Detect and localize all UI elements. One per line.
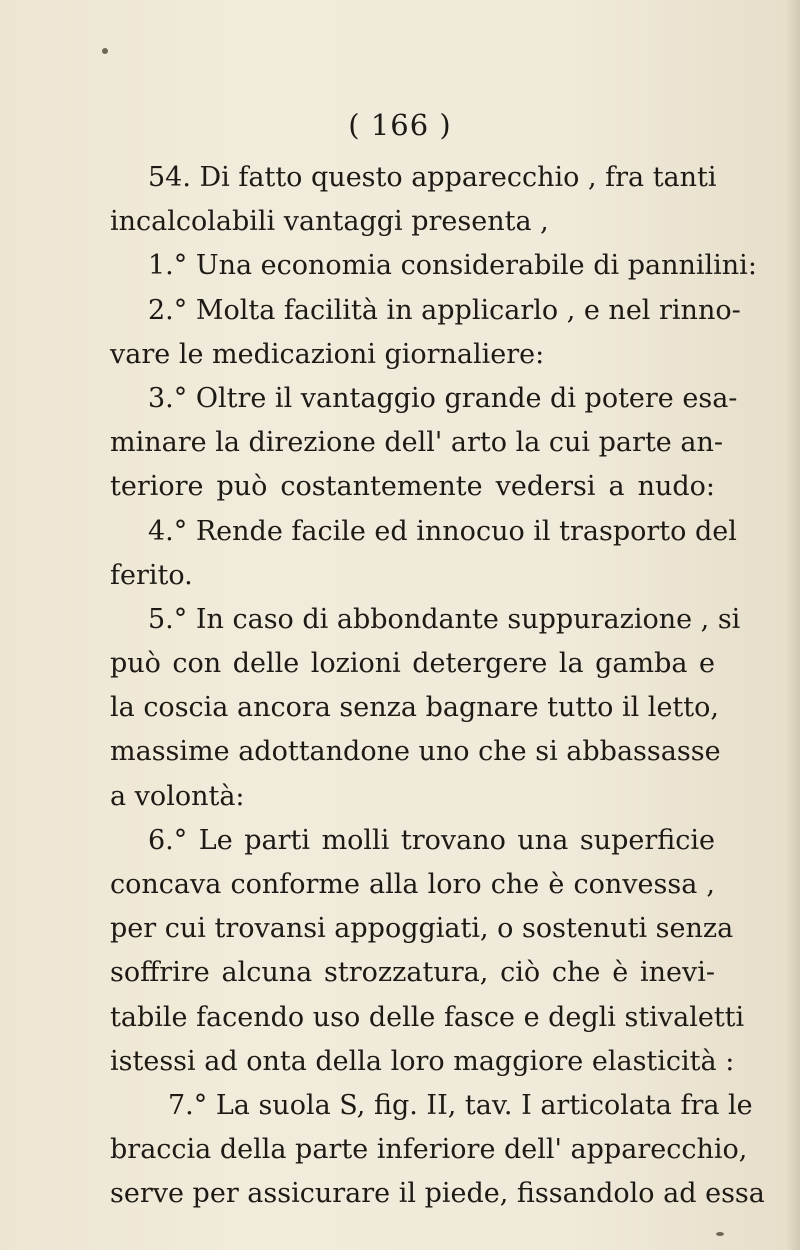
text-line: 6.° Le parti molli trovano una superficie bbox=[148, 824, 715, 856]
text-line: braccia della parte inferiore dell' apparecchio, bbox=[110, 1134, 748, 1166]
text-line: serve per assicurare il piede, fissandolo ad essa bbox=[110, 1178, 765, 1210]
text-line: incalcolabili vantaggi presenta , bbox=[110, 206, 549, 238]
text-line: per cui trovansi appoggiati, o sostenuti senza bbox=[110, 913, 734, 945]
text-line: teriore può costantemente vedersi a nudo: bbox=[110, 471, 715, 503]
text-line: vare le medicazioni giornaliere: bbox=[110, 338, 545, 370]
page-header: ( 166 ) bbox=[348, 108, 452, 142]
text-line: può con delle lozioni detergere la gamba e bbox=[110, 648, 715, 680]
text-line: 7.° La suola S, fig. II, tav. I articolata fra le bbox=[168, 1089, 753, 1121]
text-line: la coscia ancora senza bagnare tutto il letto, bbox=[110, 692, 719, 724]
text-line: minare la direzione dell' arto la cui parte an- bbox=[110, 427, 723, 459]
paper-spot bbox=[716, 1232, 724, 1236]
text-line: ferito. bbox=[110, 559, 193, 591]
text-line: massime adottandone uno che si abbassasse bbox=[110, 736, 721, 768]
text-line: soffrire alcuna strozzatura, ciò che è inevi- bbox=[110, 957, 715, 989]
body-text bbox=[110, 156, 765, 1217]
text-line: 1.° Una economia considerabile di pannilini: bbox=[148, 250, 757, 282]
text-line: a volontà: bbox=[110, 780, 245, 812]
text-line: istessi ad onta della loro maggiore elasticità : bbox=[110, 1045, 735, 1077]
text-line: 4.° Rende facile ed innocuo il trasporto del bbox=[148, 515, 737, 547]
text-line: 2.° Molta facilità in applicarlo , e nel rinno- bbox=[148, 294, 741, 326]
paper-spot bbox=[102, 48, 108, 54]
text-line: 5.° In caso di abbondante suppurazione , si bbox=[148, 603, 741, 635]
text-line: concava conforme alla loro che è convessa , bbox=[110, 869, 715, 900]
page-edge-shadow bbox=[786, 0, 800, 1250]
text-line: tabile facendo uso delle fasce e degli stivaletti bbox=[110, 1001, 745, 1033]
text-line: 54. Di fatto questo apparecchio , fra tanti bbox=[148, 162, 717, 193]
text-line: 3.° Oltre il vantaggio grande di potere esa- bbox=[148, 382, 738, 414]
